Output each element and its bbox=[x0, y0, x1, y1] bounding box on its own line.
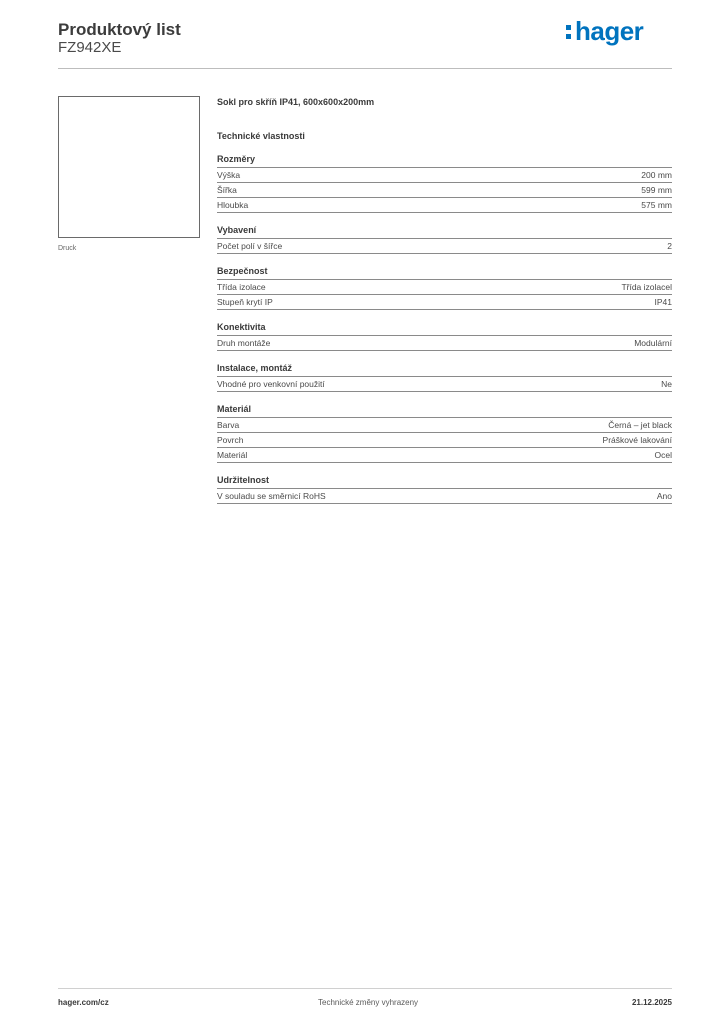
section-title: Materiál bbox=[217, 403, 672, 418]
spec-section bbox=[217, 224, 672, 254]
product-image-placeholder bbox=[58, 96, 200, 238]
spec-row bbox=[217, 280, 672, 295]
spec-label: Barva bbox=[217, 420, 240, 430]
section-title: Bezpečnost bbox=[217, 265, 672, 280]
spec-label: V souladu se směrnicí RoHS bbox=[217, 491, 326, 501]
spec-section bbox=[217, 474, 672, 504]
spec-label: Počet polí v šířce bbox=[217, 241, 283, 251]
spec-value: 200 mm bbox=[641, 170, 672, 180]
spec-row bbox=[217, 336, 672, 351]
footer-date: 21.12.2025 bbox=[631, 998, 672, 1007]
spec-section bbox=[217, 362, 672, 392]
section-title: Udržitelnost bbox=[217, 474, 672, 489]
spec-row bbox=[217, 168, 672, 183]
spec-label: Druh montáže bbox=[217, 338, 271, 348]
spec-value: Černá – jet black bbox=[608, 420, 672, 430]
spec-section bbox=[217, 403, 672, 463]
spec-value: 575 mm bbox=[641, 200, 672, 210]
spec-label: Šířka bbox=[217, 185, 237, 195]
spec-row bbox=[217, 198, 672, 213]
spec-label: Hloubka bbox=[217, 200, 249, 210]
technical-properties-heading: Technické vlastnosti bbox=[217, 131, 305, 141]
spec-value: 599 mm bbox=[641, 185, 672, 195]
spec-row bbox=[217, 489, 672, 504]
spec-row bbox=[217, 433, 672, 448]
spec-content bbox=[217, 96, 672, 504]
spec-value: Práškové lakování bbox=[602, 435, 672, 445]
page-title: Produktový list bbox=[58, 20, 181, 39]
header-divider bbox=[58, 68, 672, 69]
spec-row bbox=[217, 418, 672, 433]
product-name: Sokl pro skříň IP41, 600x600x200mm bbox=[217, 97, 375, 107]
spec-value: 2 bbox=[667, 241, 672, 251]
spec-value: Ano bbox=[656, 491, 672, 501]
section-title: Vybavení bbox=[217, 224, 672, 239]
spec-section bbox=[217, 265, 672, 310]
logo-text: hager bbox=[575, 16, 644, 46]
spec-row bbox=[217, 183, 672, 198]
section-title: Konektivita bbox=[217, 321, 672, 336]
spec-value: IP41 bbox=[654, 297, 672, 307]
spec-row bbox=[217, 377, 672, 392]
spec-value: Ne bbox=[661, 379, 672, 389]
spec-label: Vhodné pro venkovní použití bbox=[217, 379, 325, 389]
image-caption: Druck bbox=[58, 245, 77, 252]
section-title: Rozměry bbox=[217, 153, 672, 168]
spec-label: Třída izolace bbox=[217, 282, 266, 292]
section-title: Instalace, montáž bbox=[217, 362, 672, 377]
spec-label: Stupeň krytí IP bbox=[217, 297, 273, 307]
spec-row bbox=[217, 295, 672, 310]
footer-notice: Technické změny vyhrazeny bbox=[318, 998, 419, 1007]
spec-value: Ocel bbox=[654, 450, 672, 460]
spec-row bbox=[217, 448, 672, 463]
logo-dots-icon bbox=[566, 24, 573, 40]
spec-value: Třída izolacel bbox=[621, 282, 672, 292]
hager-logo[interactable] bbox=[566, 16, 643, 46]
footer-divider bbox=[58, 988, 672, 989]
spec-label: Povrch bbox=[217, 435, 244, 445]
spec-sections bbox=[217, 153, 672, 504]
spec-label: Materiál bbox=[217, 450, 248, 460]
spec-label: Výška bbox=[217, 170, 241, 180]
footer-website-link[interactable]: hager.com/cz bbox=[58, 998, 109, 1007]
spec-row bbox=[217, 239, 672, 254]
product-code: FZ942XE bbox=[58, 39, 122, 56]
spec-section bbox=[217, 153, 672, 213]
spec-section bbox=[217, 321, 672, 351]
spec-value: Modulární bbox=[634, 338, 672, 348]
